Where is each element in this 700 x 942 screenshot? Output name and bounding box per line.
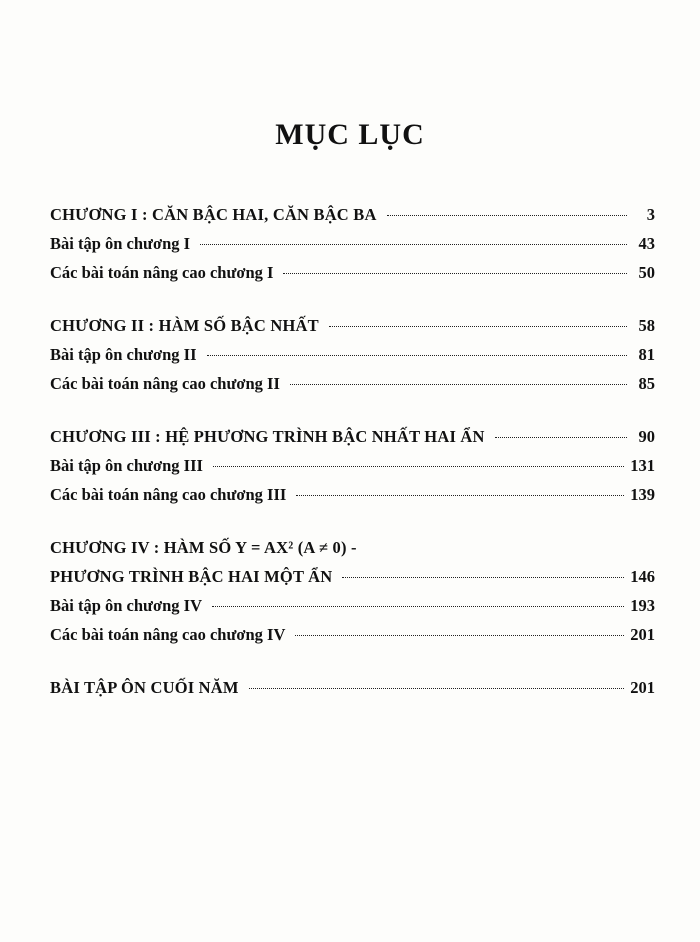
toc-entry[interactable] [50,485,655,514]
dot-leader [296,495,624,496]
toc-entry-page: 193 [630,596,655,615]
toc-entry[interactable] [50,678,655,707]
toc-section-chapter-2 [50,316,655,403]
table-of-contents [50,205,655,731]
toc-entry[interactable] [50,374,655,403]
toc-entry-label: Bài tập ôn chương III [50,456,203,475]
toc-entry-page: 50 [638,263,655,282]
toc-entry-label: CHƯƠNG II : HÀM SỐ BẬC NHẤT [50,316,319,335]
dot-leader [249,688,625,689]
dot-leader [200,244,627,245]
toc-entry-label: Các bài toán nâng cao chương I [50,263,274,282]
toc-entry-label: BÀI TẬP ÔN CUỐI NĂM [50,678,239,697]
toc-entry[interactable] [50,596,655,625]
toc-entry-page: 3 [646,205,655,224]
dot-leader [283,273,627,274]
toc-section-year-end-review [50,678,655,707]
toc-entry-page: 58 [638,316,655,335]
toc-entry[interactable] [50,427,655,456]
toc-section-chapter-3 [50,427,655,514]
toc-chapter-heading-line[interactable] [50,538,655,567]
toc-entry-page: 81 [638,345,655,364]
toc-entry-label: Bài tập ôn chương II [50,345,197,364]
dot-leader [212,606,624,607]
toc-entry-label: CHƯƠNG III : HỆ PHƯƠNG TRÌNH BẬC NHẤT HAI ẨN [50,427,485,446]
toc-entry[interactable] [50,316,655,345]
toc-entry-label: Bài tập ôn chương I [50,234,191,253]
dot-leader [342,577,624,578]
toc-entry-label: Các bài toán nâng cao chương III [50,485,287,504]
toc-entry[interactable] [50,263,655,292]
toc-entry-page: 139 [630,485,655,504]
toc-entry[interactable] [50,456,655,485]
toc-entry-label: PHƯƠNG TRÌNH BẬC HAI MỘT ẨN [50,567,333,586]
toc-entry[interactable] [50,205,655,234]
toc-entry-label: Các bài toán nâng cao chương II [50,374,280,393]
toc-section-chapter-4 [50,538,655,654]
dot-leader [207,355,628,356]
toc-entry-label: Bài tập ôn chương IV [50,596,202,615]
toc-entry-page: 85 [638,374,655,393]
toc-entry-label: CHƯƠNG IV : HÀM SỐ Y = AX² (A ≠ 0) - [50,538,357,557]
toc-entry[interactable] [50,345,655,374]
dot-leader [329,326,627,327]
dot-leader [295,635,624,636]
toc-entry-page: 201 [630,678,655,697]
dot-leader [495,437,627,438]
toc-entry-page: 43 [638,234,655,253]
toc-section-chapter-1 [50,205,655,292]
toc-entry[interactable] [50,234,655,263]
page-title: MỤC LỤC [275,118,425,151]
toc-entry-page: 90 [638,427,655,446]
toc-entry-label: Các bài toán nâng cao chương IV [50,625,286,644]
toc-entry-label: CHƯƠNG I : CĂN BẬC HAI, CĂN BẬC BA [50,205,377,224]
toc-entry-page: 131 [630,456,655,475]
dot-leader [387,215,627,216]
toc-entry[interactable] [50,567,655,596]
toc-entry-page: 146 [630,567,655,586]
dot-leader [290,384,627,385]
dot-leader [213,466,624,467]
toc-entry[interactable] [50,625,655,654]
toc-entry-page: 201 [630,625,655,644]
